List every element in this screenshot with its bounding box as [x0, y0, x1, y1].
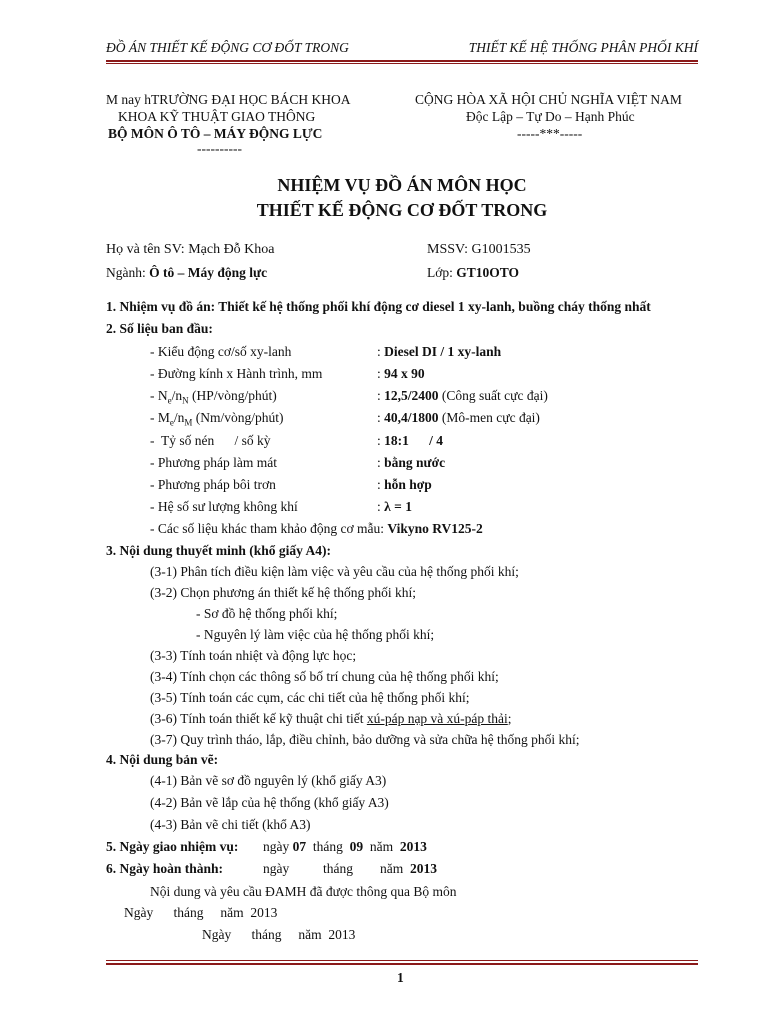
org-line-2: KHOA KỸ THUẬT GIAO THÔNG — [118, 109, 316, 124]
spec-value-engine: : Diesel DI / 1 xy-lanh — [377, 344, 502, 359]
section-3-item-3: (3-3) Tính toán nhiệt và động lực học; — [150, 648, 357, 663]
section-6-label: 6. Ngày hoàn thành: — [106, 861, 224, 876]
header-rule — [106, 60, 698, 64]
section-3-item-6: (3-6) Tính toán thiết kế kỹ thuật chi tiết xú-páp nạp và xú-páp thải; — [150, 711, 512, 726]
spec-reference-engine: - Các số liệu khác tham khảo động cơ mẫu: Vikyno RV125-2 — [150, 521, 483, 536]
section-4-item-3: (4-3) Bản vẽ chi tiết (khổ A3) — [150, 817, 311, 832]
student-id-row — [427, 242, 531, 258]
footer-rule — [106, 960, 698, 965]
spec-value-power: : 12,5/2400 (Công suất cực đại) — [377, 388, 548, 403]
nation-line-2: Độc Lập – Tự Do – Hạnh Phúc — [466, 109, 635, 124]
student-major-row — [106, 265, 267, 281]
section-4-item-1: (4-1) Bản vẽ sơ đồ nguyên lý (khổ giấy A3) — [150, 773, 387, 788]
spec-value-bore-stroke: : 94 x 90 — [377, 366, 425, 381]
header-right: THIẾT KẾ HỆ THỐNG PHÂN PHỐI KHÍ — [468, 40, 698, 55]
student-major-label: Ngành: — [106, 265, 146, 280]
section-6-date: ngày tháng năm 2013 — [263, 861, 437, 876]
student-name-row — [106, 242, 275, 258]
org-line-1: M nay hTRƯỜNG ĐẠI HỌC BÁCH KHOA — [106, 92, 351, 107]
spec-label-air-ratio: - Hệ số sư lượng không khí — [150, 499, 298, 514]
student-name-value: Mạch Đỗ Khoa — [188, 242, 275, 257]
approval-date-2: Ngày tháng năm 2013 — [202, 927, 356, 942]
approval-date-1: Ngày tháng năm 2013 — [124, 905, 278, 920]
spec-label-compression: - Tỷ số nén / số kỳ — [150, 433, 271, 448]
spec-label-engine: - Kiểu động cơ/số xy-lanh — [150, 344, 292, 359]
student-name-label: Họ và tên SV: — [106, 242, 185, 257]
student-id-value: G1001535 — [471, 242, 531, 257]
section-3-item-2b: - Nguyên lý làm việc của hệ thống phối khí; — [196, 627, 435, 642]
section-3-item-2: (3-2) Chọn phương án thiết kế hệ thống phối khí; — [150, 585, 417, 600]
spec-value-cooling: : bằng nước — [377, 455, 446, 470]
section-2-heading: 2. Số liệu ban đầu: — [106, 321, 213, 336]
section-3-heading: 3. Nội dung thuyết minh (khổ giấy A4): — [106, 543, 332, 558]
student-class-row — [427, 265, 519, 281]
spec-value-torque: : 40,4/1800 (Mô-men cực đại) — [377, 410, 540, 425]
title-line-2: THIẾT KẾ ĐỘNG CƠ ĐỐT TRONG — [256, 200, 548, 220]
section-3-item-1: (3-1) Phân tích điều kiện làm việc và yêu cầu của hệ thống phối khí; — [150, 564, 519, 579]
valve-underlined-text: xú-páp nạp và xú-páp thải — [366, 711, 508, 726]
org-line-4: ---------- — [197, 141, 242, 156]
section-3-item-2a: - Sơ đồ hệ thống phối khí; — [196, 606, 338, 621]
section-5-date: ngày 07 tháng 09 năm 2013 — [263, 839, 427, 854]
spec-label-cooling: - Phương pháp làm mát — [150, 455, 277, 470]
nation-line-1: CỘNG HÒA XÃ HỘI CHỦ NGHĨA VIỆT NAM — [415, 92, 682, 107]
org-line-3: BỘ MÔN Ô TÔ – MÁY ĐỘNG LỰC — [108, 126, 323, 141]
spec-label-torque: - $M_e/n_M$ (Nm/vòng/phút) — [150, 410, 284, 428]
spec-value-air-ratio: : λ = 1 — [377, 499, 412, 514]
approval-text: Nội dung và yêu cầu ĐAMH đã được thông qua Bộ môn — [150, 884, 457, 899]
student-major-value: Ô tô – Máy động lực — [149, 265, 268, 280]
section-4-heading: 4. Nội dung bản vẽ: — [106, 752, 219, 767]
spec-value-lubrication: : hỗn hợp — [377, 477, 432, 492]
spec-label-power: - $N_e/n_N$ (HP/vòng/phút) — [150, 388, 277, 406]
page-number: 1 — [397, 970, 404, 985]
student-id-label: MSSV: — [427, 242, 468, 257]
spec-label-lubrication: - Phương pháp bôi trơn — [150, 477, 276, 492]
section-3-item-7: (3-7) Quy trình tháo, lắp, điều chỉnh, bảo dưỡng và sửa chữa hệ thống phối khí; — [150, 732, 580, 747]
title-line-1: NHIỆM VỤ ĐỒ ÁN MÔN HỌC — [277, 175, 527, 195]
section-1: 1. Nhiệm vụ đồ án: Thiết kế hệ thống phối khí động cơ diesel 1 xy-lanh, buồng cháy thống nhất — [106, 299, 651, 314]
section-4-item-2: (4-2) Bản vẽ lắp của hệ thống (khổ giấy A3) — [150, 795, 389, 810]
spec-value-compression: : 18:1 / 4 — [377, 433, 444, 448]
section-3-item-4: (3-4) Tính chọn các thông số bố trí chung của hệ thống phối khí; — [150, 669, 499, 684]
header-left: ĐỒ ÁN THIẾT KẾ ĐỘNG CƠ ĐỐT TRONG — [106, 40, 349, 55]
section-3-item-5: (3-5) Tính toán các cụm, các chi tiết của hệ thống phối khí; — [150, 690, 470, 705]
student-class-value: GT10OTO — [456, 265, 520, 280]
section-5-label: 5. Ngày giao nhiệm vụ: — [106, 839, 239, 854]
student-class-label: Lớp: — [427, 265, 453, 280]
nation-line-3: -----***----- — [517, 126, 583, 141]
spec-label-bore-stroke: - Đường kính x Hành trình, mm — [150, 366, 323, 381]
